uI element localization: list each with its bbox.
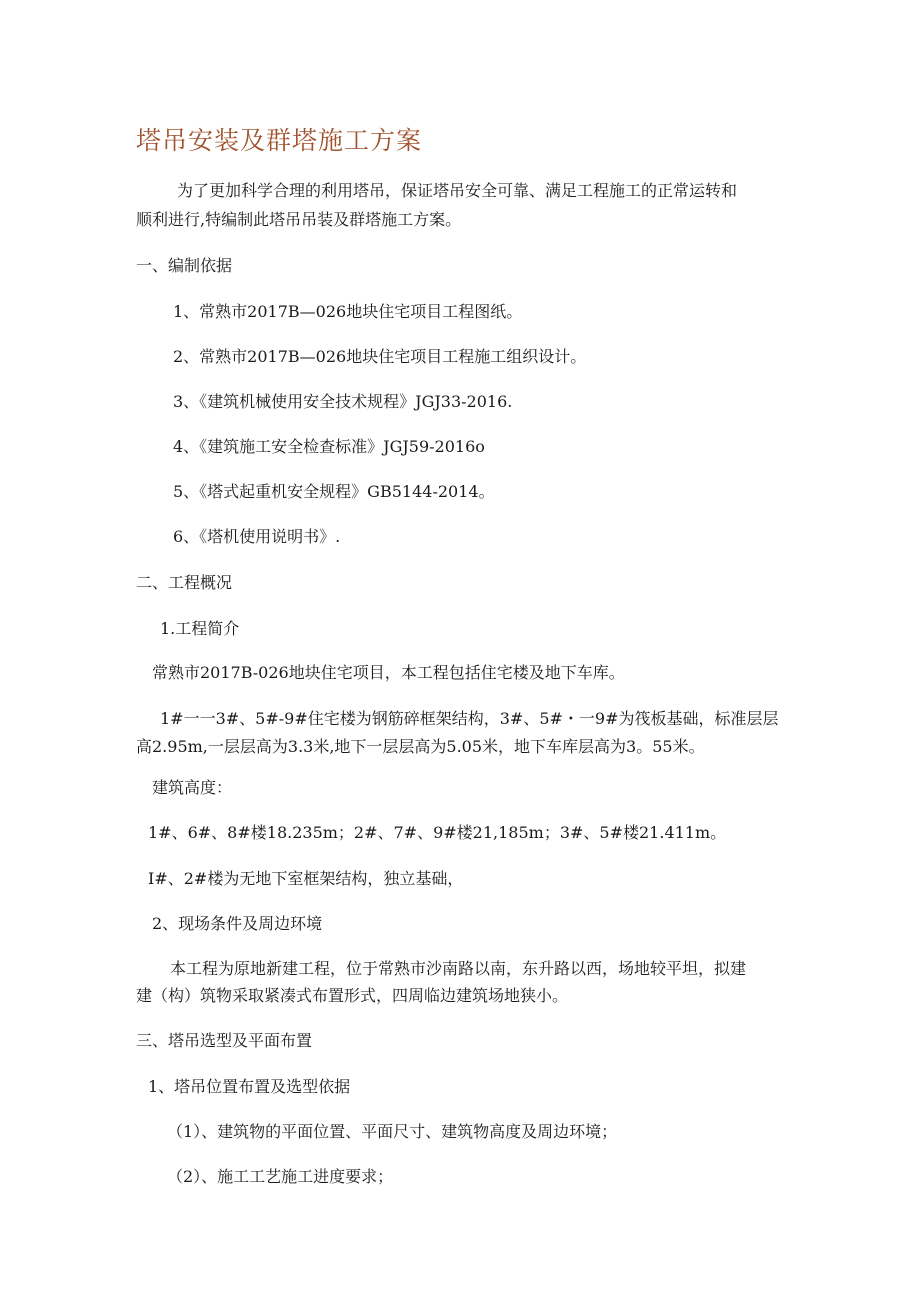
subsection-heading: 2、现场条件及周边环境 [152, 914, 323, 933]
section-heading-2: 二、工程概况 [136, 573, 233, 592]
structure-line-1: 1#一一3#、5#-9#住宅楼为钢筋碎框架结构，3#、5#・一9#为筏板基础，标准层层 [160, 709, 779, 728]
document-title: 塔吊安装及群塔施工方案 [136, 126, 423, 155]
structure-line-2: 高2.95m,一层层高为3.3米,地下一层层高为5.05米，地下车库层高为3。55米。 [136, 737, 705, 756]
subsection-heading: 1.工程简介 [160, 619, 240, 638]
basis-item: 2、常熟市2017B—026地块住宅项目工程施工组织设计。 [173, 347, 587, 366]
intro-line-1: 为了更加科学合理的利用塔吊，保证塔吊安全可靠、满足工程施工的正常运转和 [177, 181, 738, 200]
basis-item: 5、《塔式起重机安全规程》GB5144-2014。 [173, 482, 495, 501]
overview-paragraph: 常熟市2017B-026地块住宅项目，本工程包括住宅楼及地下车库。 [152, 663, 625, 682]
section-heading-1: 一、编制依据 [136, 256, 233, 275]
basis-item: 3、《建筑机械使用安全技术规程》JGJ33-2016. [173, 392, 513, 411]
basis-item: 4、《建筑施工安全检查标准》JGJ59-2016o [173, 437, 485, 456]
site-line-2: 建（构）筑物采取紧凑式布置形式，四周临边建筑场地狭小。 [136, 986, 569, 1005]
intro-line-2: 顺利进行,特编制此塔吊吊装及群塔施工方案。 [136, 210, 462, 229]
building-heights: 1#、6#、8#楼18.235m；2#、7#、9#楼21,185m；3#、5#楼21.411m。 [148, 823, 727, 842]
foundation-note: I#、2#楼为无地下室框架结构，独立基础， [148, 869, 464, 888]
section-heading-3: 三、塔吊选型及平面布置 [136, 1031, 313, 1050]
site-line-1: 本工程为原地新建工程，位于常熟市沙南路以南，东升路以西，场地较平坦，拟建 [170, 959, 747, 978]
criteria-item: （1）、建筑物的平面位置、平面尺寸、建筑物高度及周边环境； [167, 1122, 618, 1141]
height-label: 建筑高度： [152, 778, 233, 797]
subsection-heading: 1、塔吊位置布置及选型依据 [148, 1077, 351, 1096]
basis-item: 1、常熟市2017B—026地块住宅项目工程图纸。 [173, 302, 523, 321]
criteria-item: （2）、施工工艺施工进度要求； [167, 1167, 394, 1186]
basis-item: 6、《塔机使用说明书》. [173, 527, 341, 546]
